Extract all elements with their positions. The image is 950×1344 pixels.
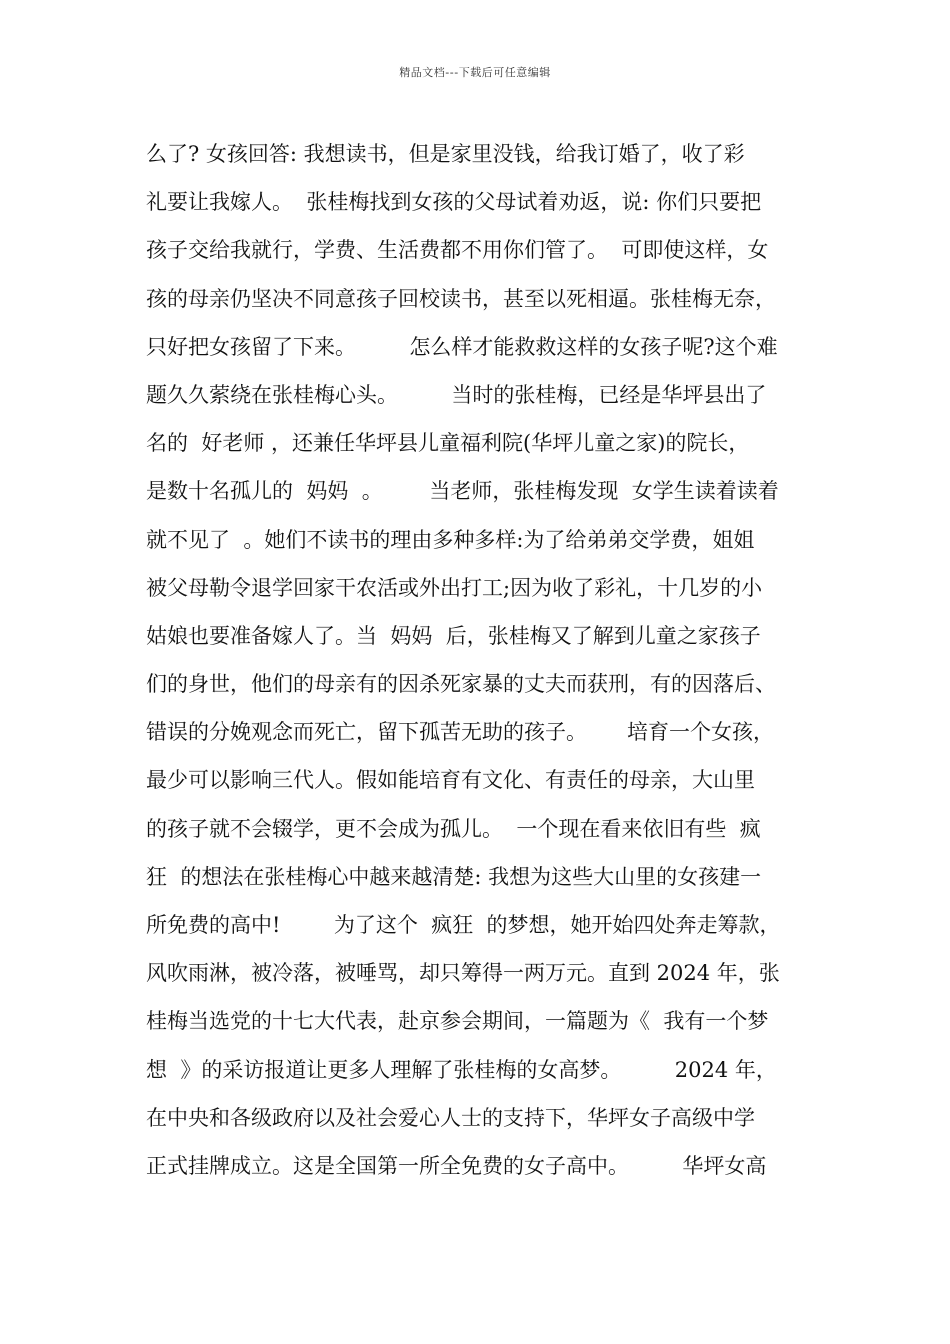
text-line: 桂梅当选党的十七大代表，赴京参会期间，一篇题为《 我有一个梦	[146, 1009, 769, 1034]
text-line: 正式挂牌成立。这是全国第一所全免费的女子高中。 华坪女高	[146, 1153, 767, 1178]
text-line: 所免费的高中! 为了这个 疯狂 的梦想，她开始四处奔走筹款，	[146, 913, 781, 937]
text-line: 错误的分娩观念而死亡，留下孤苦无助的孩子。 培育一个女孩，	[146, 720, 775, 745]
text-line: 的孩子就不会辍学，更不会成为孤儿。 一个现在看来依旧有些 疯	[146, 816, 761, 841]
text-line: 名的 好老师 ，还兼任华坪县儿童福利院(华坪儿童之家)的院长，	[146, 431, 750, 456]
text-line: 最少可以影响三代人。假如能培育有文化、有责任的母亲，大山里	[146, 768, 755, 793]
text-line: 狂 的想法在张桂梅心中越来越清楚: 我想为这些大山里的女孩建一	[146, 864, 762, 889]
page-header: 精品文档---下载后可任意编辑	[399, 66, 551, 79]
text-line: 被父母勒令退学回家干农活或外出打工;因为收了彩礼，十几岁的小	[146, 575, 763, 600]
text-line: 礼要让我嫁人。 张桂梅找到女孩的父母试着劝返，说: 你们只要把	[146, 190, 762, 215]
text-line: 就不见了 。她们不读书的理由多种多样:为了给弟弟交学费，姐姐	[146, 527, 755, 552]
text-line: 只好把女孩留了下来。 怎么样才能救救这样的女孩子呢?这个难	[146, 334, 778, 359]
text-line: 想 》的采访报道让更多人理解了张桂梅的女高梦。 2024 年，	[146, 1057, 777, 1082]
text-line: 风吹雨淋，被冷落，被唾骂，却只筹得一两万元。直到 2024 年，张	[146, 961, 780, 986]
text-line: 孩的母亲仍坚决不同意孩子回校读书，甚至以死相逼。张桂梅无奈，	[146, 286, 776, 311]
text-line: 在中央和各级政府以及社会爱心人士的支持下，华坪女子高级中学	[146, 1105, 755, 1130]
text-line: 姑娘也要准备嫁人了。当 妈妈 后，张桂梅又了解到儿童之家孩子	[146, 623, 761, 648]
text-line: 是数十名孤儿的 妈妈 。 当老师，张桂梅发现 女学生读着读着	[146, 479, 779, 504]
text-line: 们的身世，他们的母亲有的因杀死家暴的丈夫而获刑，有的因落后、	[146, 672, 776, 697]
text-line: 么了? 女孩回答: 我想读书，但是家里没钱，给我订婚了，收了彩	[146, 142, 745, 166]
text-line: 孩子交给我就行，学费、生活费都不用你们管了。 可即使这样，女	[146, 238, 769, 263]
text-line: 题久久萦绕在张桂梅心头。 当时的张桂梅，已经是华坪县出了	[146, 382, 767, 407]
document-body	[146, 130, 826, 1190]
